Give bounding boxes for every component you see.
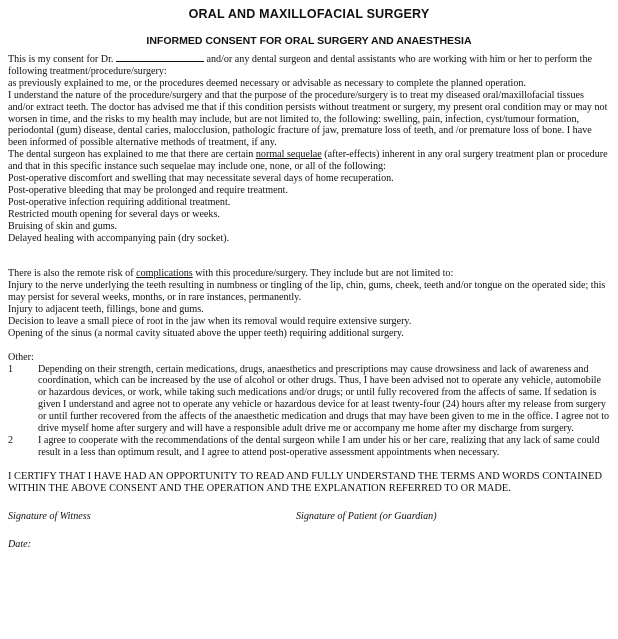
list-item: Restricted mouth opening for several days or weeks. [8, 208, 220, 220]
spacer [8, 340, 610, 352]
complications-rest: with this procedure/surgery. They include but are not limited to: [195, 268, 454, 280]
sequelae-rest: (after-effects) inherent in any oral surgery treatment plan or procedure and that in this specific instance such sequelae may include one, none, or all of the following: [8, 149, 608, 173]
spacer [8, 256, 610, 268]
item-number: 1 [8, 363, 14, 375]
list-item: Post-operative discomfort and swelling that may necessitate several days of home recuperation. [8, 173, 394, 185]
complications-lead: There is also the remote risk of [8, 268, 134, 280]
list-item: Opening of the sinus (a normal cavity situated above the upper teeth) requiring additional surgery. [8, 327, 404, 339]
list-item: Bruising of skin and gums. [8, 220, 118, 232]
form-subtitle: INFORMED CONSENT FOR ORAL SURGERY AND ANAESTHESIA [146, 35, 472, 47]
intro-lead: This is my consent for Dr. [8, 54, 114, 65]
doctor-name-blank[interactable] [116, 53, 204, 62]
patient-signature-label: Signature of Patient (or Guardian) [296, 511, 437, 523]
list-item: Injury to adjacent teeth, fillings, bone and gums. [8, 304, 204, 315]
item-number: 2 [8, 434, 14, 446]
complications-paragraph [8, 268, 610, 280]
date-label: Date: [8, 539, 31, 551]
spacer [8, 245, 610, 257]
list-item: Delayed healing with accompanying pain (dry socket). [8, 232, 230, 244]
understand-paragraph: I understand the nature of the procedure/surgery and that the purpose of the procedure/surgery is to treat my diseased oral/maxillofacial tissues and/or extract teeth. The doctor has advised me that if this condition persists without treatment or surgery, my present oral condition may or may not worsen in time, and the risks to my health may include, but are not limited to, the following: swelling, pain, infection, cyst/tumour formation, periodontal (gum) disease, dental caries, malocclusion, pathologic fracture of jaw, premature loss of teeth, and /or premature loss of bone. I have been informed of possible alternative methods of treatment, if any. [8, 89, 608, 149]
other-heading: Other: [8, 351, 34, 363]
sequelae-lead: The dental surgeon has explained to me that there are certain [8, 149, 254, 161]
witness-signature-label: Signature of Witness [8, 511, 91, 523]
item-text: I agree to cooperate with the recommendations of the dental surgeon while I am under his or her care, realizing that any lack of same could result in a less than optimum result, and I agree to attend post-operative assessment appointments when necessary. [38, 434, 600, 458]
list-item: Injury to the nerve underlying the teeth resulting in numbness or tingling of the lip, chin, gums, cheek, teeth and/or tongue on the operated side; this may persist for several weeks, months, or in rare instances, permanently. [8, 280, 606, 304]
sequelae-term: normal sequelae [255, 149, 322, 161]
intro-consent-line [8, 53, 610, 78]
list-item: Post-operative infection requiring additional treatment. [8, 196, 231, 208]
other-item-1 [8, 364, 610, 435]
page-title: ORAL AND MAXILLOFACIAL SURGERY [188, 7, 430, 21]
certify-statement: I CERTIFY THAT I HAVE HAD AN OPPORTUNITY TO READ AND FULLY UNDERSTAND THE TERMS AND WORDS CONTAINED WITHIN THE ABOVE CONSENT AND THE OPERATION AND THE EXPLANATION REFERRED TO OR MADE. [8, 470, 603, 494]
list-item: Decision to leave a small piece of root in the jaw when its removal would require extensive surgery. [8, 315, 412, 327]
signature-row [8, 511, 610, 525]
item-text: Depending on their strength, certain medications, drugs, anaesthetics and prescriptions may cause drowsiness and lack of awareness and coordination, which can be increased by the use of alcohol or other drugs. Thus, I have been advised not to operate any vehicle, automobile or hazardous devices, or work, while taking such medications and/or drugs; or until fully recovered from the affects of same. If sedation is given I understand and agree not to operate any vehicle or hazardous device for at least twenty-four (24) hours after my release from surgery or until further recovered from the affects of the anaesthetic medication and drugs that may have been given to me in the office. I agree not to drive myself home after surgery and will have a responsible adult drive me or accompany me home after my discharge from surgery. [38, 363, 610, 435]
other-item-2 [8, 435, 610, 459]
intro-line-2: as previously explained to me, or the procedures deemed necessary or advisable as necessary to complete the planned operation. [8, 77, 526, 89]
list-item: Post-operative bleeding that may be prolonged and require treatment. [8, 184, 289, 196]
consent-body [8, 53, 610, 459]
intro-after-blank: and/or any dental surgeon and dental assistants who are working with him or her to perform the following treatment/procedure/surgery: [8, 54, 593, 77]
complications-term: complications [136, 268, 193, 280]
sequelae-paragraph [8, 149, 610, 173]
